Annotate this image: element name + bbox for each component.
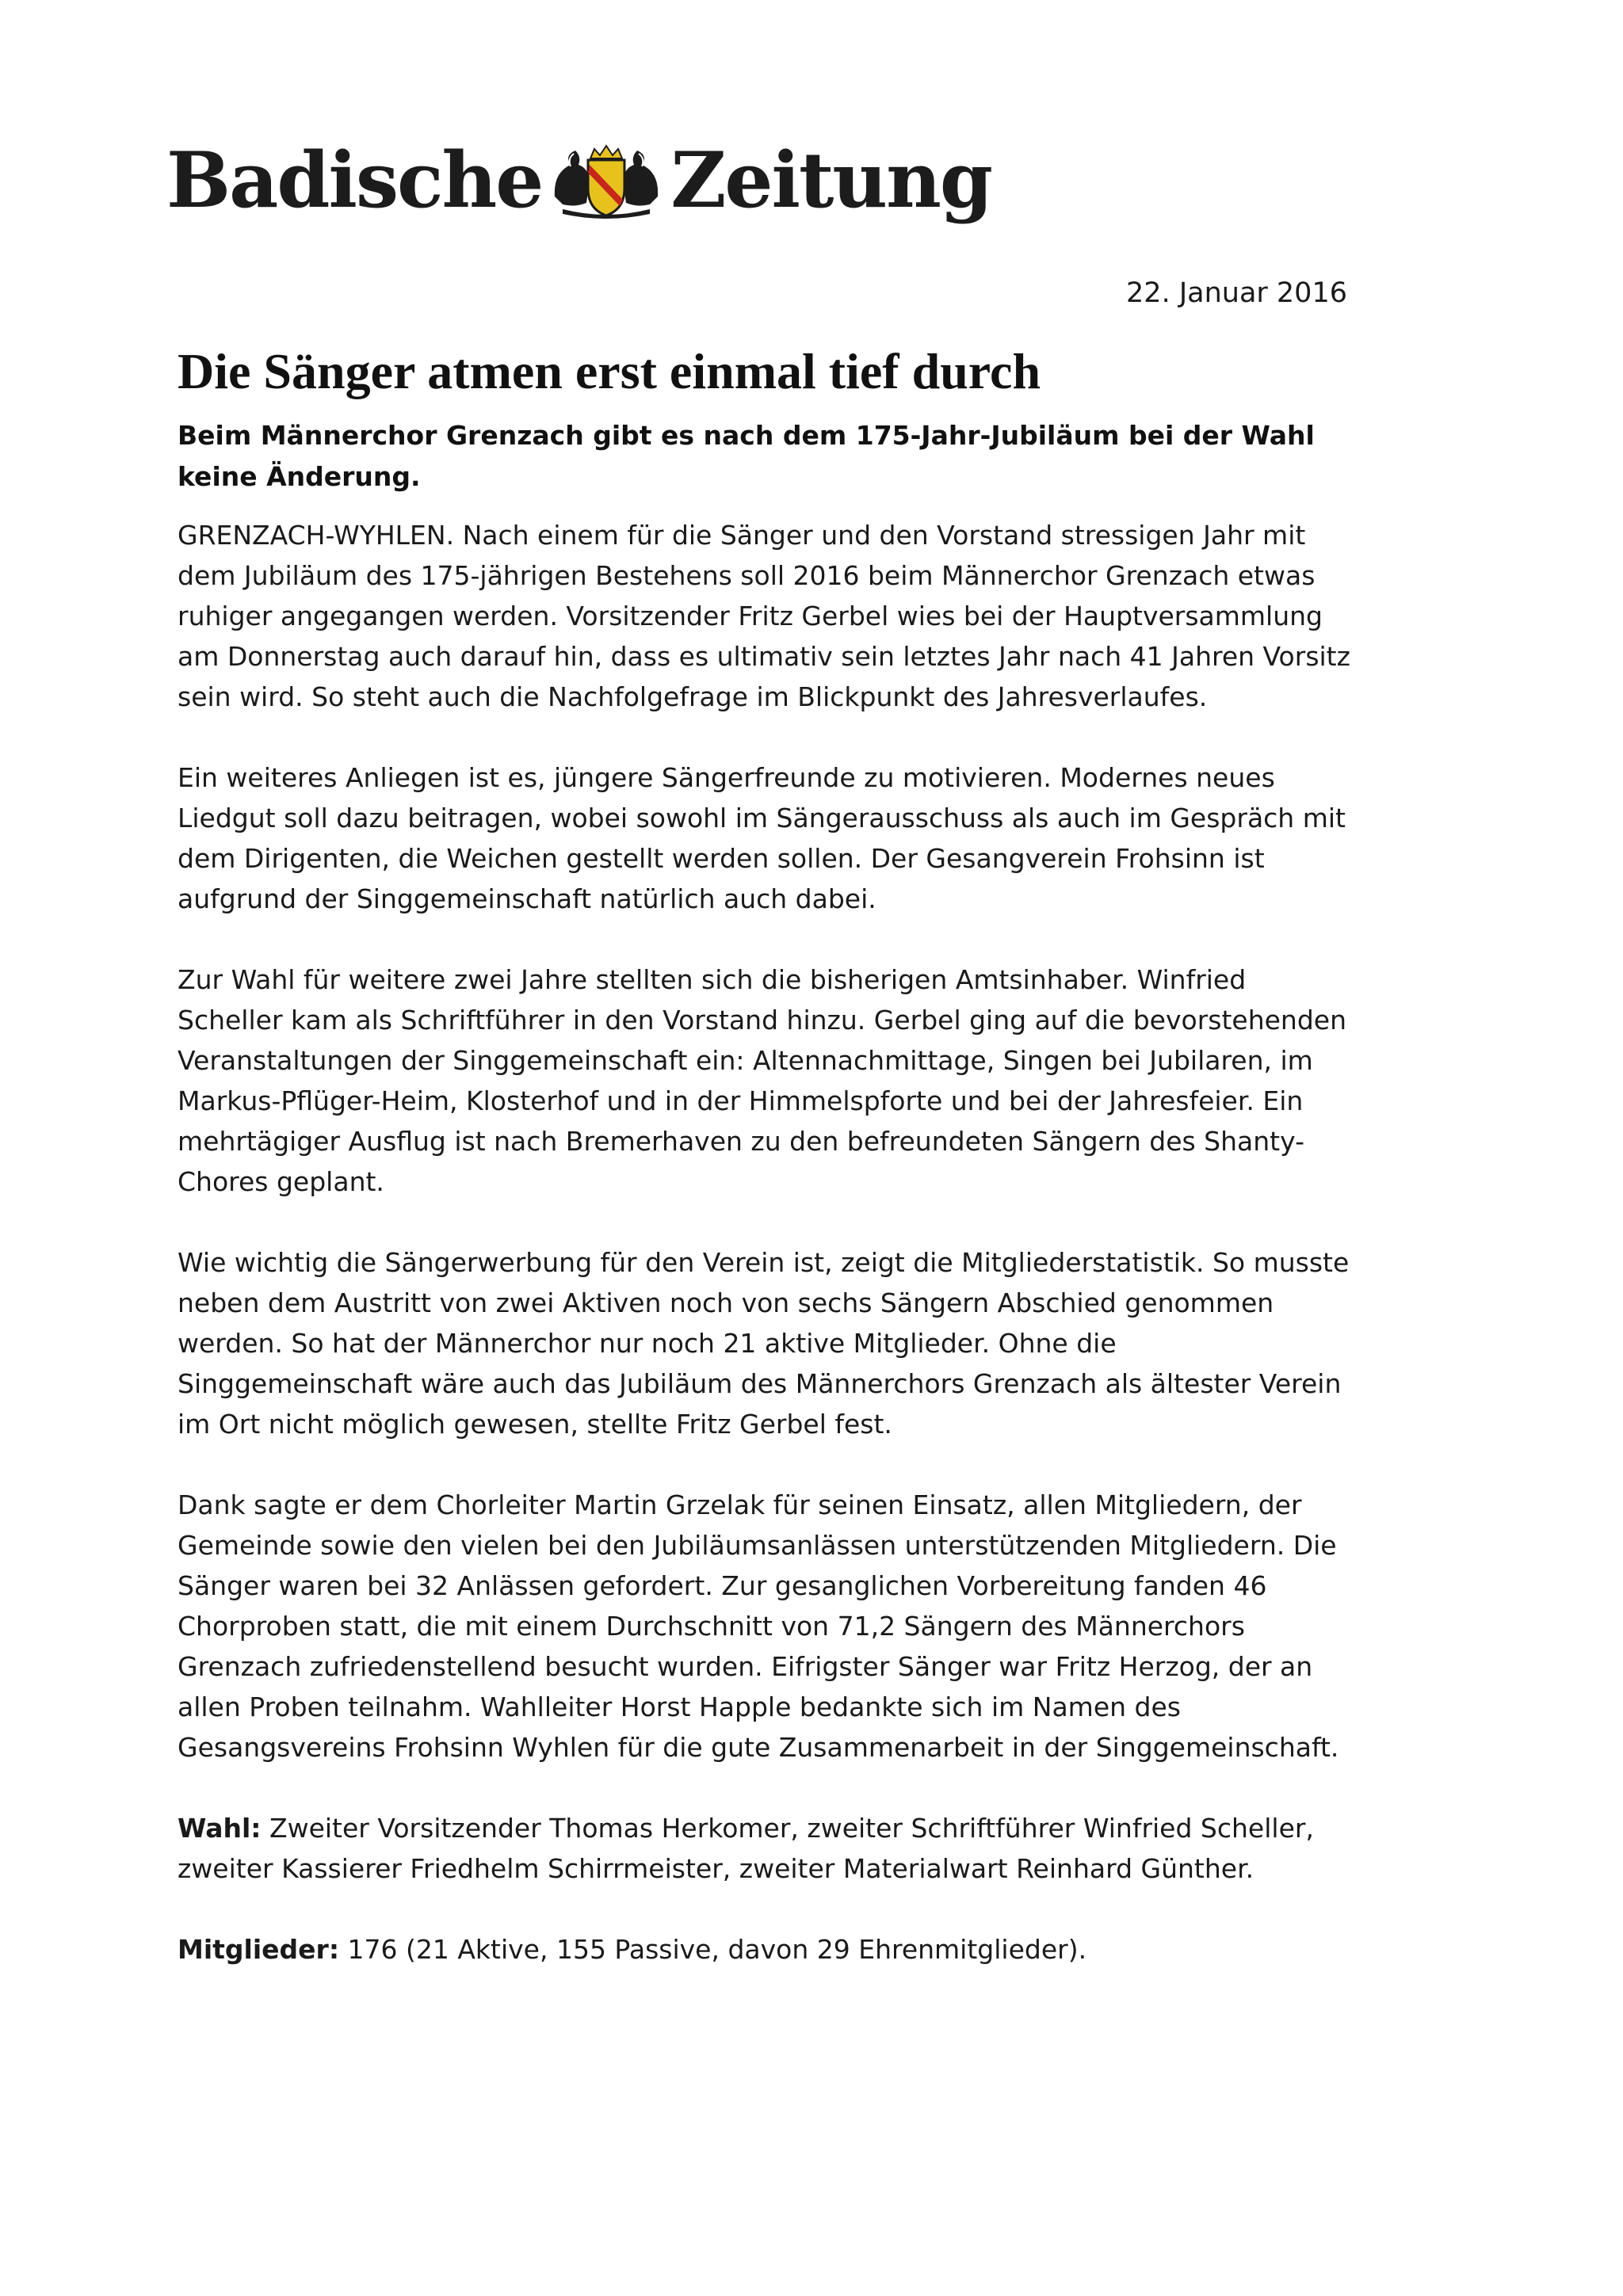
newspaper-masthead (166, 135, 991, 225)
paragraph: Wie wichtig die Sängerwerbung für den Verein ist, zeigt die Mitgliederstatistik. So musste neben dem Austritt von zwei Aktiven noch von sechs Sängern Abschied genommen werden. So hat der Männerchor nur noch 21 aktive Mitglieder. Ohne die Singgemeinschaft wäre auch das Jubiläum des Männerchors Grenzach als ältester Verein im Ort nicht möglich gewesen, stellte Fritz Gerbel fest. (178, 1247, 1350, 1440)
paragraph: GRENZACH-WYHLEN. Nach einem für die Sänger und den Vorstand stressigen Jahr mit dem Jubiläum des 175-jährigen Bestehens soll 2016 beim Männerchor Grenzach etwas ruhiger angegangen werden. Vorsitzender Fritz Gerbel wies bei der Hauptversammlung am Donnerstag auch darauf hin, dass es ultimativ sein letztes Jahr nach 41 Jahren Vorsitz sein wird. So steht auch die Nachfolgefrage im Blickpunkt des Jahresverlaufes. (178, 520, 1350, 712)
paragraph: Zur Wahl für weitere zwei Jahre stellten sich die bisherigen Amtsinhaber. Winfried Scheller kam als Schriftführer in den Vorstand hinzu. Gerbel ging auf die bevorstehenden Veranstaltungen der Singgemeinschaft ein: Altennachmittage, Singen bei Jubilaren, im Markus-Pflüger-Heim, Klosterhof und in der Himmelspforte und bei der Jahresfeier. Ein mehrtägiger Ausflug ist nach Bremerhaven zu den befreundeten Sängern des Shanty-Chores geplant. (178, 964, 1346, 1197)
coat-of-arms-with-griffins-icon (547, 141, 666, 220)
paragraph: Ein weiteres Anliegen ist es, jüngere Sängerfreunde zu motivieren. Modernes neues Liedgut soll dazu beitragen, wobei sowohl im Sängerausschuss als auch im Gespräch mit dem Dirigenten, die Weichen gestellt werden sollen. Der Gesangverein Frohsinn ist aufgrund der Singgemeinschaft natürlich auch dabei. (178, 762, 1346, 914)
membership-text: 176 (21 Aktive, 155 Passive, davon 29 Ehrenmitglieder). (339, 1934, 1087, 1965)
election-results (178, 1808, 1350, 1889)
publication-date: 22. Januar 2016 (1126, 277, 1347, 309)
membership-label: Mitglieder: (178, 1934, 340, 1965)
election-label: Wahl: (178, 1813, 262, 1844)
election-text: Zweiter Vorsitzender Thomas Herkomer, zweiter Schriftführer Winfried Scheller, zweiter Kassierer Friedhelm Schirrmeister, zweiter Materialwart Reinhard Günther. (178, 1813, 1314, 1884)
masthead-word-left: Badische (166, 135, 543, 225)
article-headline: Die Sänger atmen erst einmal tief durch (178, 343, 1041, 399)
article-body (178, 515, 1350, 2010)
paragraph: Dank sagte er dem Chorleiter Martin Grzelak für seinen Einsatz, allen Mitgliedern, der Gemeinde sowie den vielen bei den Jubiläumsanlässen unterstützenden Mitgliedern. Die Sänger waren bei 32 Anlässen gefordert. Zur gesanglichen Vorbereitung fanden 46 Chorproben statt, die mit einem Durchschnitt von 71,2 Sängern des Männerchors Grenzach zufriedenstellend besucht wurden. Eifrigster Sänger war Fritz Herzog, der an allen Proben teilnahm. Wahlleiter Horst Happle bedankte sich im Namen des Gesangsvereins Frohsinn Wyhlen für die gute Zusammenarbeit in der Singgemeinschaft. (178, 1489, 1339, 1763)
membership-stats (178, 1929, 1350, 1970)
masthead-word-right: Zeitung (670, 135, 991, 225)
article-subheadline: Beim Männerchor Grenzach gibt es nach dem 175-Jahr-Jubiläum bei der Wahl keine Änderung. (178, 420, 1315, 492)
